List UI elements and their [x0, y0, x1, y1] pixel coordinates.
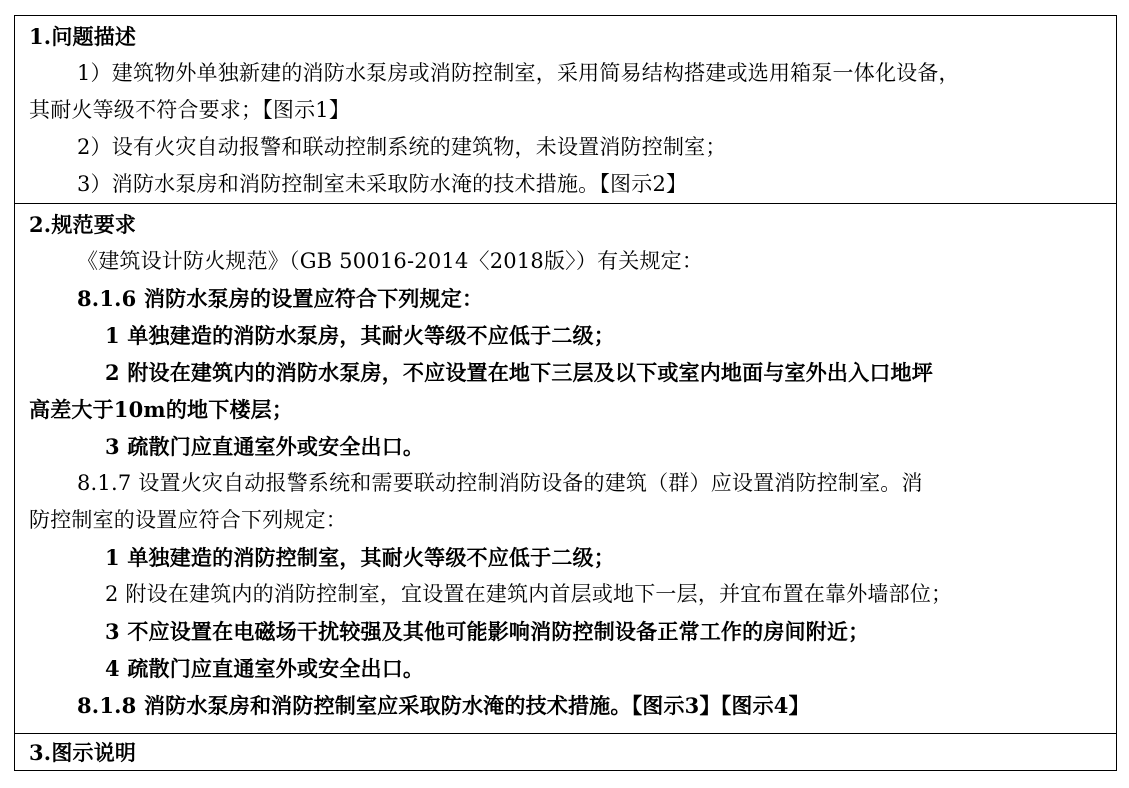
code-requirements-section	[15, 204, 1116, 734]
problem-item-3: 3）消防水泵房和消防控制室未采取防水淹的技术措施。【图示2】	[77, 172, 688, 196]
clause-8-1-6-item-1: 1 单独建造的消防水泵房，其耐火等级不应低于二级；	[105, 323, 615, 348]
clause-8-1-7-line-1: 8.1.7 设置火灾自动报警系统和需要联动控制消防设备的建筑（群）应设置消防控制室。消	[77, 471, 923, 495]
problem-description-section	[15, 16, 1116, 204]
clause-8-1-6-item-2-line-2: 高差大于10m的地下楼层；	[29, 397, 294, 422]
section-heading-illustration: 3.图示说明	[29, 740, 137, 765]
section-heading-requirements: 2.规范要求	[29, 212, 137, 237]
section-heading-problem: 1.问题描述	[29, 24, 137, 49]
clause-8-1-7-item-3: 3 不应设置在电磁场干扰较强及其他可能影响消防控制设备正常工作的房间附近；	[105, 619, 870, 644]
clause-8-1-7-line-2: 防控制室的设置应符合下列规定：	[29, 508, 347, 532]
problem-item-1-line-1: 1）建筑物外单独新建的消防水泵房或消防控制室，采用简易结构搭建或选用箱泵一体化设备，	[77, 61, 960, 85]
problem-item-2: 2）设有火灾自动报警和联动控制系统的建筑物，未设置消防控制室；	[77, 135, 727, 159]
document-table	[14, 15, 1117, 771]
clause-8-1-6-item-3: 3 疏散门应直通室外或安全出口。	[105, 434, 425, 459]
clause-8-1-6: 8.1.6 消防水泵房的设置应符合下列规定：	[77, 286, 484, 311]
illustration-section	[15, 734, 1116, 770]
clause-8-1-7-item-2: 2 附设在建筑内的消防控制室，宜设置在建筑内首层或地下一层，并宜布置在靠外墙部位；	[105, 582, 953, 606]
clause-8-1-8: 8.1.8 消防水泵房和消防控制室应采取防水淹的技术措施。【图示3】【图示4】	[77, 693, 810, 718]
clause-8-1-7-item-1: 1 单独建造的消防控制室，其耐火等级不应低于二级；	[105, 545, 615, 570]
problem-item-1-line-2: 其耐火等级不符合要求；【图示1】	[29, 98, 351, 122]
clause-8-1-6-item-2-line-1: 2 附设在建筑内的消防水泵房，不应设置在地下三层及以下或室内地面与室外出入口地坪	[105, 360, 933, 385]
clause-8-1-7-item-4: 4 疏散门应直通室外或安全出口。	[105, 656, 425, 681]
regulation-source: 《建筑设计防火规范》（GB 50016-2014〈2018版〉）有关规定：	[77, 249, 704, 273]
